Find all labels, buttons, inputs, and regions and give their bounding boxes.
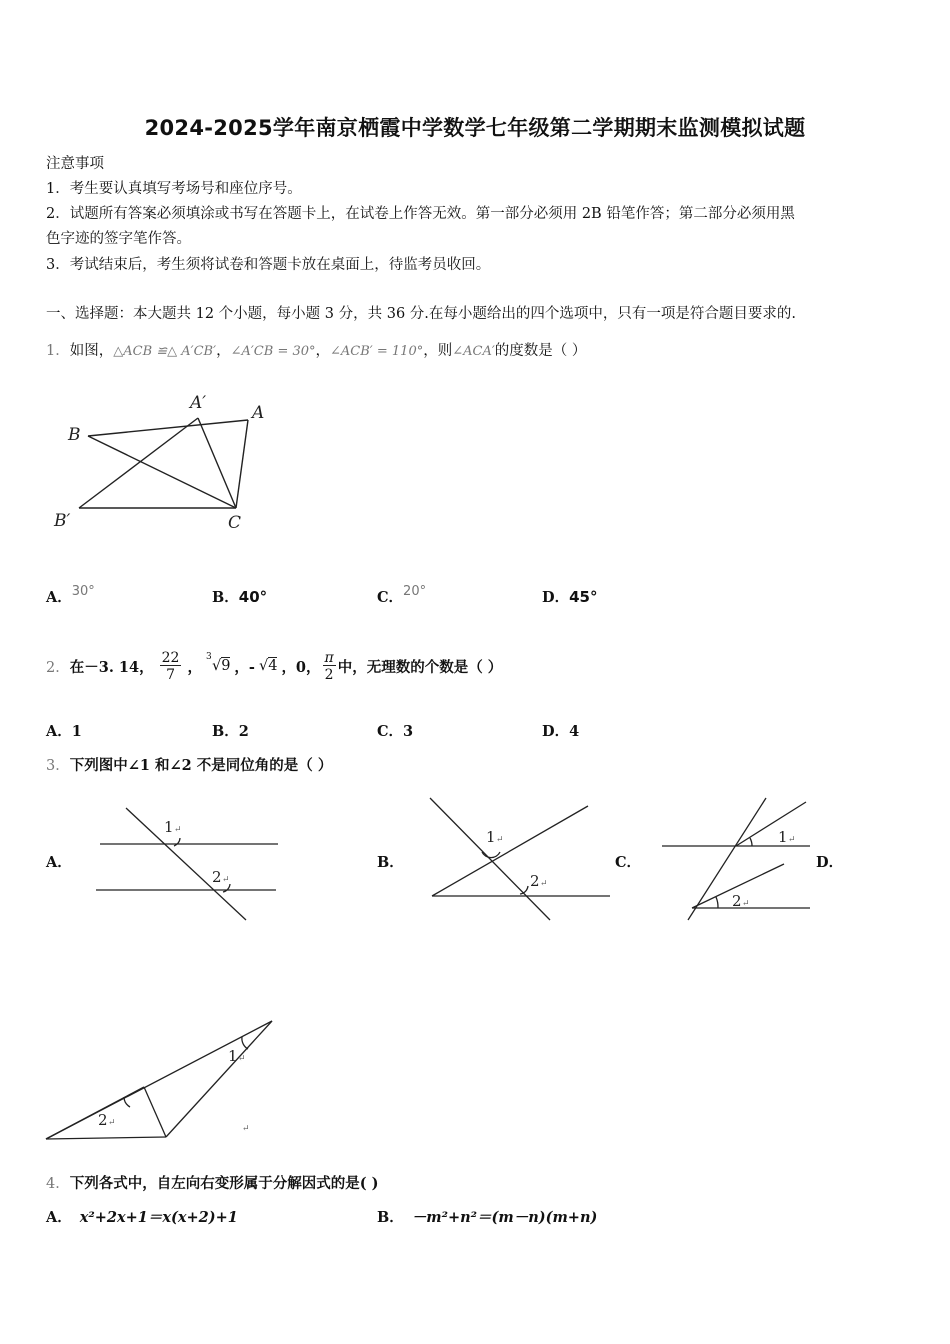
option-label: B．: [212, 589, 239, 606]
fraction-numerator: 22: [161, 649, 180, 666]
option-label: A．: [46, 1209, 72, 1226]
option-a[interactable]: [46, 586, 95, 607]
angle-label-1: 1: [228, 1047, 238, 1065]
option-value: x²+2x+1＝x(x+2)+1: [79, 1209, 238, 1226]
question-1-prefix: 如图，: [69, 343, 114, 359]
page-title: 2024-2025学年南京栖霞中学数学七年级第二学期期末监测模拟试题: [144, 116, 806, 140]
option-d[interactable]: [542, 720, 579, 741]
radicand: 4: [268, 658, 278, 674]
notice-item-2-line-2: 色字迹的签字笔作答。: [46, 231, 191, 247]
option-label: A．: [46, 589, 72, 606]
option-value: 30°: [71, 584, 95, 599]
q3-figure-a: [90, 800, 290, 925]
question-2-prefix: 在－3. 14，: [69, 658, 154, 676]
option-label: C．: [377, 723, 404, 740]
radical-sign-icon: √: [258, 658, 269, 674]
option-label: D．: [542, 723, 570, 740]
question-1-target: ∠ACA′: [452, 344, 495, 359]
option-d[interactable]: [542, 586, 597, 607]
angle-label-1: 1: [778, 828, 788, 846]
question-number: 3．: [46, 758, 70, 774]
separator: ，0，: [281, 658, 321, 676]
radicand: 9: [221, 658, 231, 674]
square-root: [259, 658, 277, 674]
question-4-stem: [46, 1172, 379, 1193]
point-label-b: B: [68, 425, 81, 445]
notice-item-2-line-1: 2．试题所有答案必须填涂或书写在答题卡上，在试卷上作答无效。第一部分必须用 2B 铅笔作答；第二部分必须用黑: [46, 206, 795, 222]
question-1-suffix: 的度数是（ ）: [494, 343, 587, 359]
cube-root: [205, 652, 231, 674]
option-label: B．: [212, 723, 239, 740]
question-1-then: ，则: [423, 343, 453, 359]
option-value: 3: [403, 723, 414, 740]
point-label-b-prime: B′: [54, 511, 71, 531]
question-2-stem: [46, 636, 502, 696]
paragraph-mark: ↵: [496, 835, 504, 845]
question-1-comma: ，: [216, 343, 231, 359]
paragraph-mark: ↵: [242, 1124, 250, 1134]
notice-item-1: 1．考生要认真填写考场号和座位序号。: [46, 181, 302, 197]
notice-item-3: 3．考试结束后，考生须将试卷和答题卡放在桌面上，待监考员收回。: [46, 257, 491, 273]
separator: ，: [187, 658, 202, 676]
paragraph-mark: ↵: [174, 825, 182, 835]
root-index: 3: [205, 652, 212, 662]
radical-sign-icon: √: [211, 658, 222, 674]
question-number: 2．: [46, 659, 70, 676]
angle-label-2: 2: [732, 892, 742, 910]
fraction-22-over-7: [160, 651, 182, 682]
option-label: A．: [46, 723, 72, 740]
paragraph-mark: ↵: [108, 1118, 116, 1128]
paragraph-mark: ↵: [238, 1054, 246, 1064]
fraction-denominator: 7: [166, 666, 175, 683]
option-c[interactable]: [377, 586, 426, 607]
option-a[interactable]: [46, 720, 82, 741]
option-value: －m²+n²＝(m－n)(m+n): [411, 1209, 598, 1226]
fraction-pi-over-2: [323, 651, 336, 682]
separator: ，-: [234, 658, 255, 676]
question-number: 4．: [46, 1176, 70, 1192]
option-b[interactable]: [212, 586, 267, 607]
option-a[interactable]: [46, 1206, 238, 1227]
q3-option-b-label[interactable]: B．: [377, 854, 404, 871]
question-1-condition-2: ∠A′CB = 30°: [230, 344, 316, 359]
q3-figure-c: [658, 792, 818, 927]
option-label: D．: [542, 589, 570, 606]
q3-option-a-label[interactable]: A．: [46, 854, 72, 871]
paragraph-mark: ↵: [742, 899, 750, 909]
fraction-denominator: 2: [324, 666, 334, 683]
option-value: 20°: [403, 584, 427, 599]
angle-label-2: 2: [530, 872, 540, 890]
section-heading: 一、选择题：本大题共 12 个小题，每小题 3 分，共 36 分.在每小题给出的四个选项中，只有一项是符合题目要求的.: [46, 306, 796, 322]
option-c[interactable]: [377, 720, 413, 741]
option-b[interactable]: [212, 720, 249, 741]
question-1-comma: ，: [315, 343, 331, 359]
paragraph-mark: ↵: [540, 879, 548, 889]
option-value: 40°: [238, 588, 268, 606]
paragraph-mark: ↵: [788, 835, 796, 845]
option-label: B．: [377, 1209, 404, 1226]
question-2-suffix: 中，无理数的个数是（ ）: [337, 658, 503, 676]
angle-label-2: 2: [212, 868, 222, 886]
paragraph-mark: ↵: [222, 875, 230, 885]
q3-option-c-label[interactable]: C．: [615, 854, 642, 871]
option-b[interactable]: [377, 1206, 597, 1227]
option-label: C．: [377, 589, 404, 606]
angle-label-2: 2: [98, 1111, 108, 1129]
point-label-a: A: [252, 403, 265, 423]
question-number: 1．: [46, 343, 70, 359]
point-label-c: C: [228, 513, 242, 533]
point-label-a-prime: A′: [190, 393, 207, 413]
option-value: 45°: [569, 588, 598, 606]
q3-option-d-label[interactable]: D．: [816, 854, 844, 871]
question-1-condition-3: ∠ACB′ = 110°: [330, 344, 424, 359]
question-1-figure: [46, 380, 286, 540]
option-value: 4: [569, 723, 580, 740]
q3-figure-d: [42, 1015, 282, 1150]
question-3-text: 下列图中∠1 和∠2 不是同位角的是（ ）: [69, 757, 333, 774]
notice-heading: 注意事项: [46, 156, 104, 172]
option-value: 2: [238, 723, 249, 740]
question-1-condition-1: △ACB ≌△ A′CB′: [113, 344, 217, 359]
q3-figure-b: [420, 790, 615, 925]
question-4-text: 下列各式中，自左向右变形属于分解因式的是( ): [69, 1175, 379, 1192]
question-1-stem: [46, 339, 586, 360]
option-value: 1: [71, 723, 82, 740]
angle-label-1: 1: [486, 828, 496, 846]
question-3-stem: [46, 754, 332, 775]
angle-label-1: 1: [164, 818, 174, 836]
fraction-numerator: π: [324, 649, 334, 666]
